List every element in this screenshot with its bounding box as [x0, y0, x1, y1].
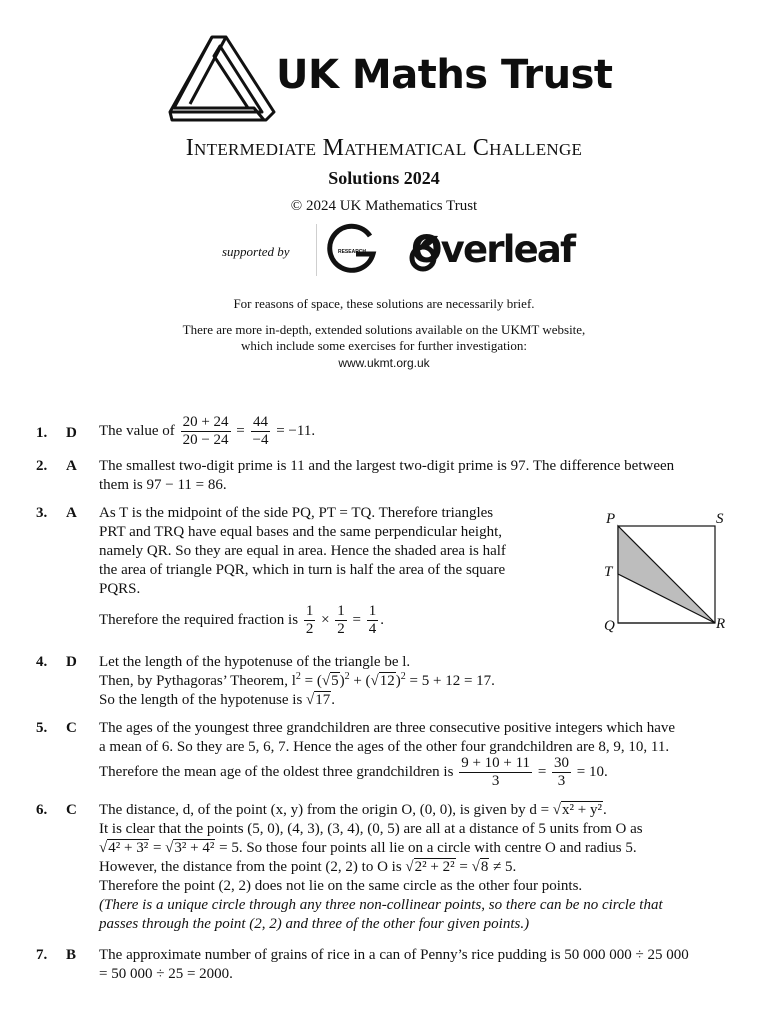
question-number: 3.: [36, 505, 48, 521]
equals: =: [352, 611, 362, 628]
text: .: [603, 802, 607, 818]
question-body: [99, 801, 733, 934]
question-answer: C: [66, 720, 77, 736]
numerator: 1: [368, 603, 377, 619]
radicand: 5: [331, 673, 339, 689]
radicand: x² + y²: [562, 802, 602, 818]
label-p: P: [606, 511, 616, 527]
text: ≠ 5.: [489, 859, 517, 875]
radicand: 3² + 4²: [174, 840, 215, 856]
denominator: 3: [491, 773, 500, 789]
radicand: 17: [315, 692, 331, 708]
question-answer: B: [66, 947, 77, 963]
text-line: (There is a unique circle through any three non-collinear points, so there can be no circle that: [99, 897, 663, 913]
label-q: Q: [604, 618, 615, 634]
text-line: PRT and TRQ have equal bases and the same perpendicular height,: [99, 524, 503, 540]
text: = (√: [300, 673, 331, 689]
radicand: 12: [379, 673, 395, 689]
note-line-3: which include some exercises for further investigation:: [241, 338, 527, 353]
text-line: Let the length of the hypotenuse of the triangle be l.: [99, 654, 411, 670]
text-line: It is clear that the points (5, 0), (4, 3), (3, 4), (0, 5) are all at a distance of 5 units from O as: [99, 821, 643, 837]
numerator: 20 + 24: [182, 414, 229, 430]
question-body: [99, 457, 733, 495]
text: The distance, d, of the point (x, y) from the origin O, (0, 0), is given by d = √: [99, 802, 562, 818]
square-diagram: [600, 508, 735, 636]
text-line: [99, 839, 733, 858]
superscript: 2: [400, 671, 406, 682]
question-body: [99, 504, 573, 638]
fraction: [335, 603, 347, 638]
text: However, the distance from the point (2, 2) to O is √: [99, 859, 414, 875]
question-answer: D: [66, 425, 77, 441]
text-line: [99, 801, 733, 820]
denominator: 2: [337, 621, 345, 637]
text-line: them is 97 − 11 = 86.: [99, 477, 227, 493]
g-research-icon: [326, 224, 378, 276]
text-line: [99, 603, 573, 638]
ukmt-logo: [168, 34, 276, 120]
denominator: 3: [557, 773, 566, 789]
text-line: [99, 858, 733, 877]
numerator: 44: [251, 414, 271, 432]
text-line: The smallest two-digit prime is 11 and the largest two-digit prime is 97. The difference between: [99, 458, 675, 474]
sponsor-divider: [316, 224, 317, 276]
overleaf-wordmark: [411, 228, 575, 271]
fraction: [181, 414, 231, 449]
note-line-2: There are more in-depth, extended solutions available on the UKMT website,: [182, 322, 586, 337]
question-number: 1.: [36, 425, 48, 441]
g-research-logo: [326, 224, 378, 276]
question-body: [99, 719, 733, 790]
g-research-text: RESEARCH: [337, 249, 367, 255]
text: Then, by Pythagoras’ Theorem, l: [99, 673, 296, 689]
denominator: 20 − 24: [182, 432, 229, 448]
text-line: namely QR. So they are equal in area. Hence the shaded area is half: [99, 543, 506, 559]
logo-text: UK Maths Trust: [276, 52, 613, 98]
text: = −11.: [276, 422, 316, 439]
question-body: [99, 653, 733, 710]
question-number: 4.: [36, 654, 48, 670]
page-subtitle: Solutions 2024: [328, 168, 440, 188]
text-line: Therefore the point (2, 2) does not lie on the same circle as the other four points.: [99, 878, 583, 894]
label-t: T: [604, 564, 613, 580]
text-line: [99, 672, 733, 691]
text: = √: [149, 840, 174, 856]
text-line: [99, 691, 733, 710]
text-line: As T is the midpoint of the side PQ, PT = TQ. Therefore triangles: [99, 505, 494, 521]
text: Therefore the mean age of the oldest three grandchildren is: [99, 763, 454, 780]
times: ×: [321, 611, 330, 628]
supported-by-label: supported by: [222, 244, 290, 259]
question-answer: A: [66, 505, 77, 521]
numerator: 1: [305, 603, 314, 619]
question-number: 7.: [36, 947, 48, 963]
text: Therefore the required fraction is: [99, 611, 299, 628]
text: So the length of the hypotenuse is √: [99, 692, 315, 708]
question-answer: C: [66, 802, 77, 818]
text: ): [395, 673, 401, 689]
note-line-1: For reasons of space, these solutions are necessarily brief.: [233, 296, 535, 311]
text: = 10.: [576, 763, 608, 780]
denominator: 4: [368, 621, 377, 637]
numerator: 1: [337, 603, 345, 619]
superscript: 2: [344, 671, 350, 682]
question-number: 5.: [36, 720, 48, 736]
text: √: [99, 840, 108, 856]
text: .: [331, 692, 336, 708]
text-line: a mean of 6. So they are 5, 6, 7. Hence the ages of the other four grandchildren are 8, 9, 10, 11.: [99, 739, 670, 755]
question-answer: A: [66, 458, 77, 474]
text-line: The ages of the youngest three grandchildren are three consecutive positive integers which have: [99, 720, 676, 736]
fraction: [552, 755, 571, 790]
square-pqrs: [600, 508, 735, 636]
fraction: [304, 603, 316, 638]
fraction: [367, 603, 379, 638]
superscript: 2: [295, 671, 301, 682]
text-line: passes through the point (2, 2) and three of the other four given points.): [99, 916, 530, 932]
radicand: 2² + 2²: [414, 859, 455, 875]
denominator: −4: [252, 432, 269, 448]
equals: =: [236, 422, 245, 439]
penrose-triangle-icon: [168, 34, 276, 120]
text: + (√: [349, 673, 379, 689]
numerator: 9 + 10 + 11: [461, 755, 531, 771]
text: .: [380, 611, 385, 628]
label-r: R: [716, 616, 726, 632]
question-body: [99, 414, 733, 449]
question-number: 6.: [36, 802, 48, 818]
fraction: [251, 414, 271, 449]
overleaf-text: Overleaf: [411, 228, 575, 271]
ukmt-link[interactable]: www.ukmt.org.uk: [338, 356, 430, 370]
text-line: The approximate number of grains of rice in a can of Penny’s rice pudding is 50 000 000 ÷ 25 000: [99, 947, 689, 963]
question-body: [99, 946, 733, 984]
label-s: S: [716, 511, 724, 527]
equals: =: [537, 763, 547, 780]
radicand: 4² + 3²: [108, 840, 149, 856]
text: = √: [455, 859, 480, 875]
fraction: [459, 755, 532, 790]
text-line: the area of triangle PQR, which in turn is half the area of the square: [99, 562, 506, 578]
numerator: 30: [554, 755, 570, 771]
page-title: Intermediate Mathematical Challenge: [185, 135, 583, 161]
text: The value of: [99, 422, 175, 439]
text-line: PQRS.: [99, 581, 141, 597]
copyright: © 2024 UK Mathematics Trust: [290, 198, 478, 214]
text: ): [339, 673, 345, 689]
text: = 5 + 12 = 17.: [405, 673, 495, 689]
question-number: 2.: [36, 458, 48, 474]
text-line: = 50 000 ÷ 25 = 2000.: [99, 966, 233, 982]
question-answer: D: [66, 654, 77, 670]
radicand: 8: [480, 859, 489, 875]
text-line: [99, 755, 733, 790]
text: = 5. So those four points all lie on a circle with centre O and radius 5.: [215, 840, 637, 856]
denominator: 2: [305, 621, 314, 637]
